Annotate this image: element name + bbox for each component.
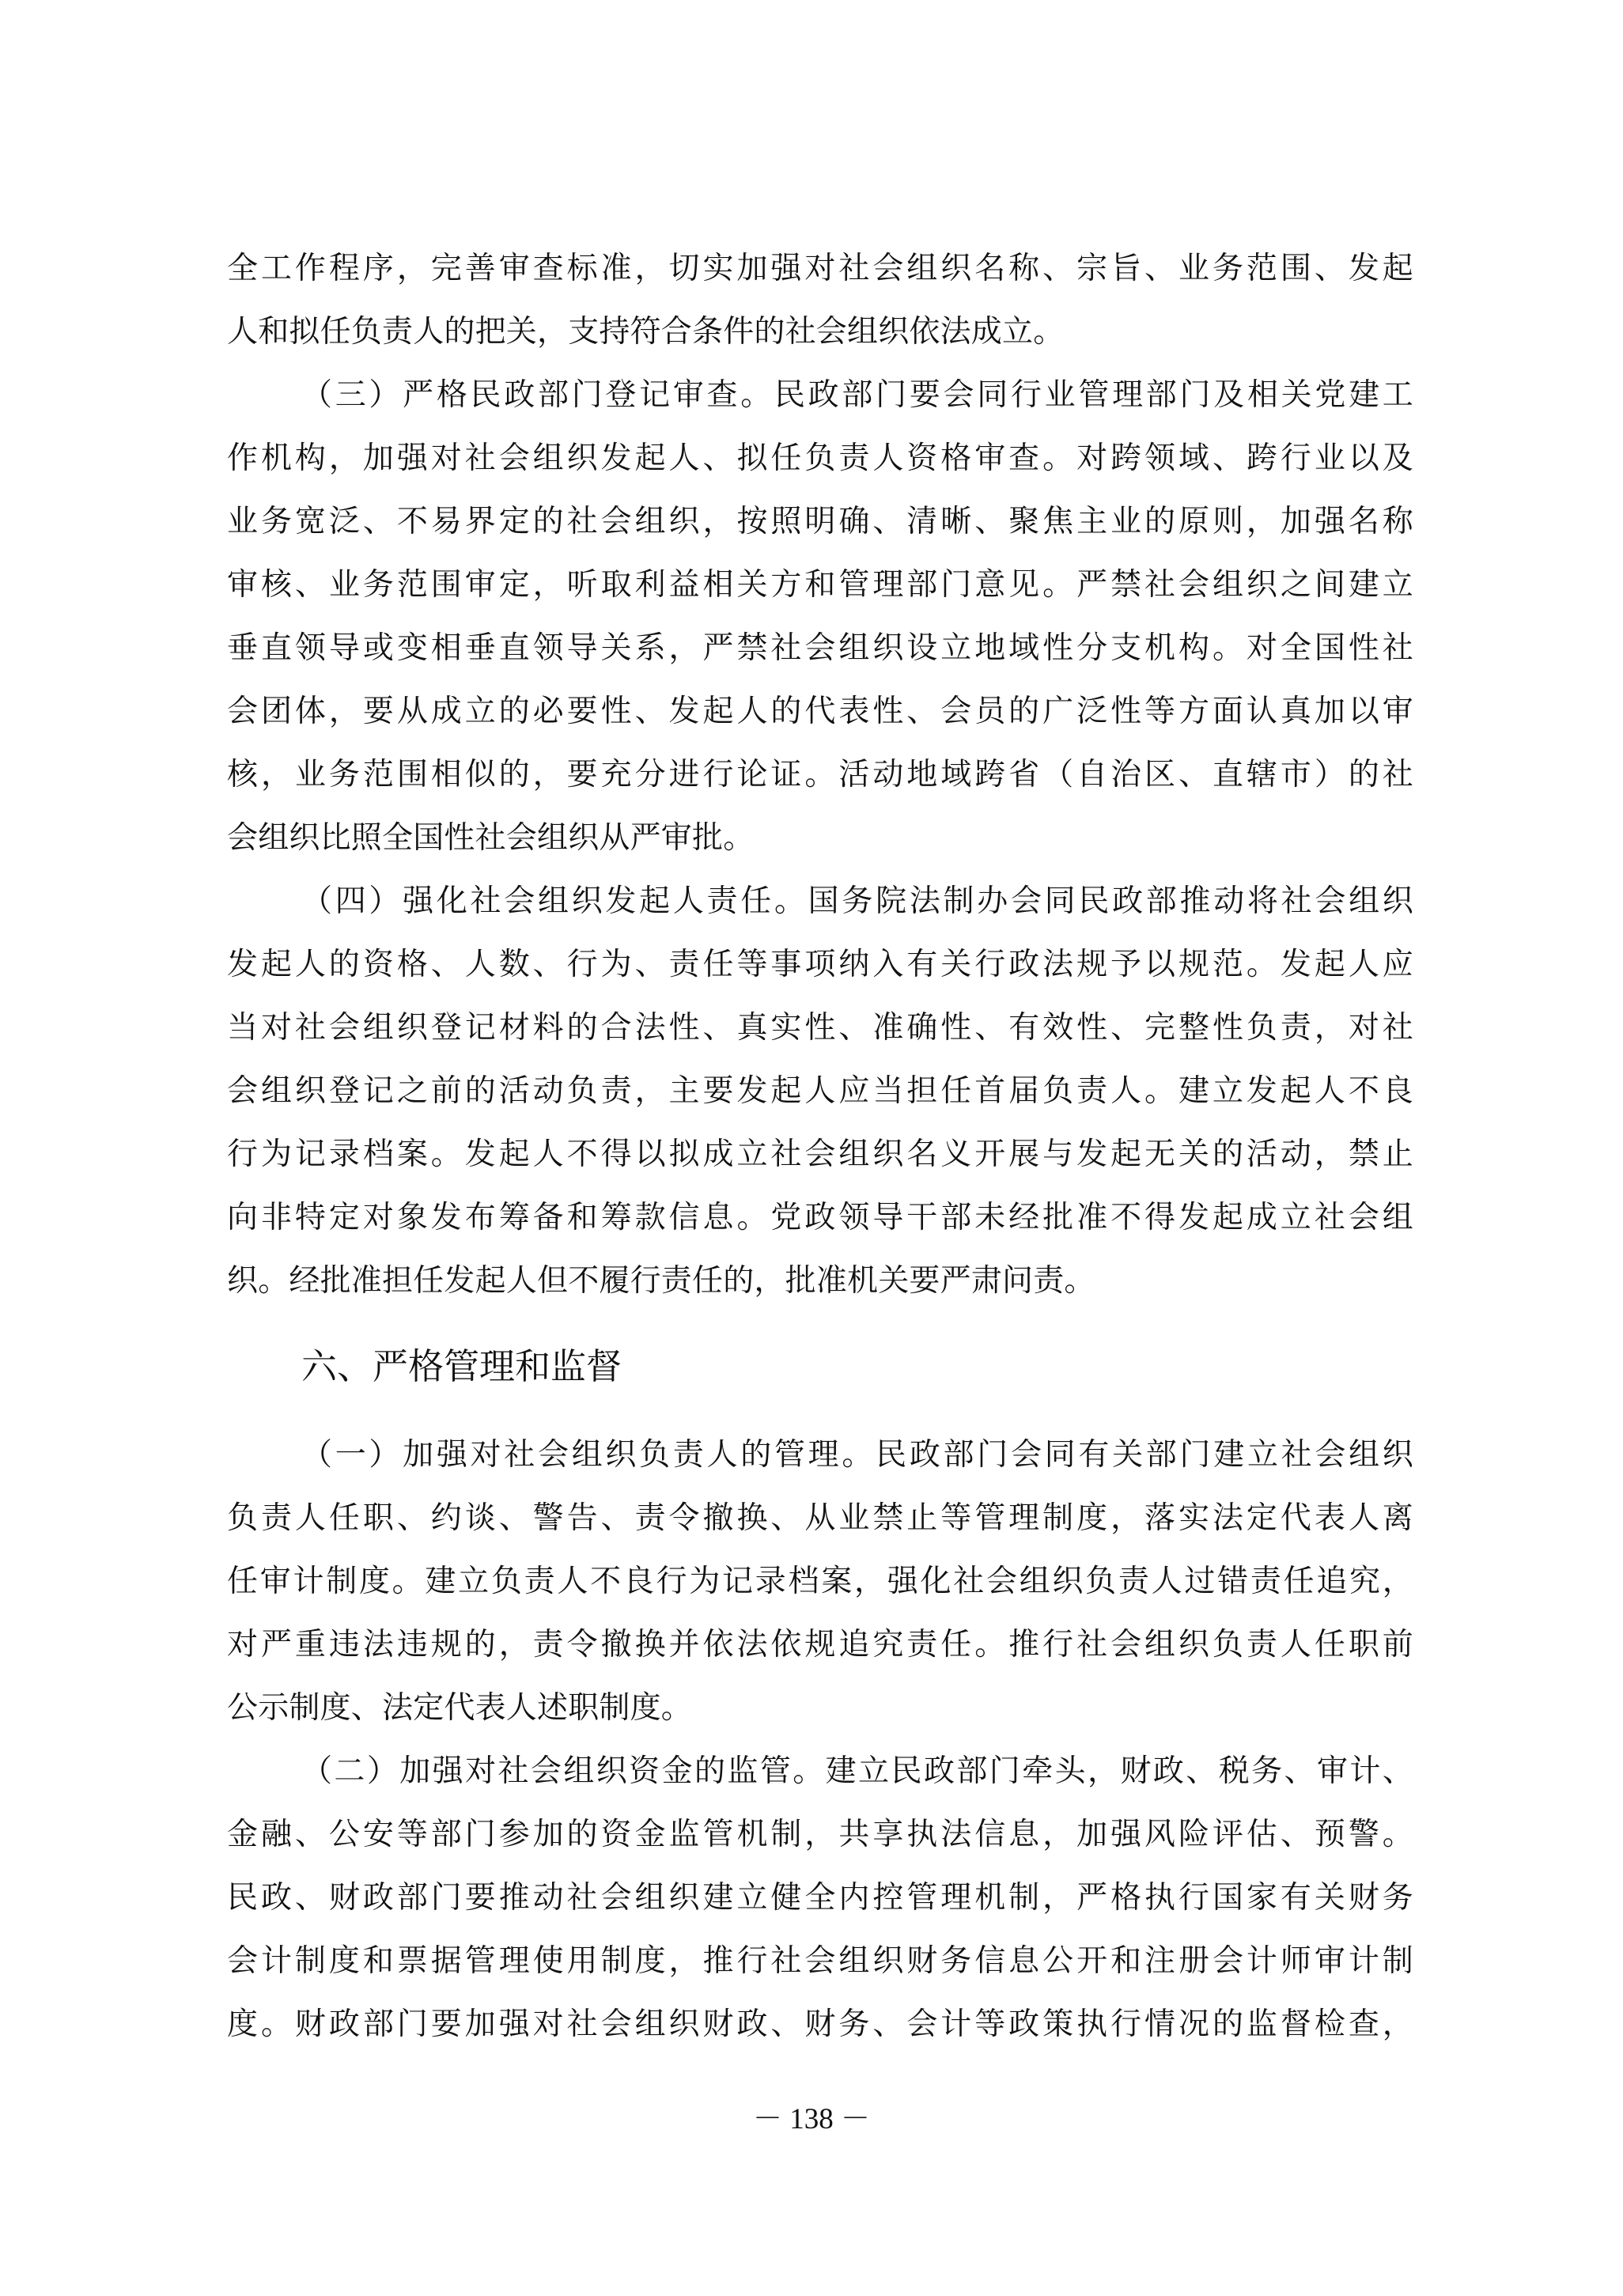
paragraph-line: 审核、业务范围审定，听取利益相关方和管理部门意见。严禁社会组织之间建立: [227, 567, 1413, 603]
paragraph-line: 会组织登记之前的活动负责，主要发起人应当担任首届负责人。建立发起人不良: [227, 1073, 1413, 1109]
paragraph-line: 发起人的资格、人数、行为、责任等事项纳入有关行政法规予以规范。发起人应: [227, 947, 1413, 982]
paragraph-line: 业务宽泛、不易界定的社会组织，按照明确、清晰、聚焦主业的原则，加强名称: [227, 504, 1413, 539]
paragraph-line: （三）严格民政部门登记审查。民政部门要会同行业管理部门及相关党建工: [301, 377, 1413, 413]
paragraph-line: 行为记录档案。发起人不得以拟成立社会组织名义开展与发起无关的活动，禁止: [227, 1137, 1413, 1172]
paragraph-line: 当对社会组织登记材料的合法性、真实性、准确性、有效性、完整性负责，对社: [227, 1010, 1413, 1046]
paragraph-line: 对严重违法违规的，责令撤换并依法依规追究责任。推行社会组织负责人任职前: [227, 1627, 1413, 1662]
page-number: － 138 －: [753, 2103, 870, 2135]
paragraph-line: 向非特定对象发布筹备和筹款信息。党政领导干部未经批准不得发起成立社会组: [227, 1200, 1413, 1235]
paragraph-line: 会组织比照全国性社会组织从严审批。: [227, 820, 755, 856]
paragraph-line: 公示制度、法定代表人述职制度。: [227, 1690, 693, 1726]
paragraph-line: 负责人任职、约谈、警告、责令撤换、从业禁止等管理制度，落实法定代表人离: [227, 1500, 1413, 1536]
paragraph-line: 度。财政部门要加强对社会组织财政、财务、会计等政策执行情况的监督检查，: [227, 2007, 1413, 2042]
paragraph-line: 民政、财政部门要推动社会组织建立健全内控管理机制，严格执行国家有关财务: [227, 1880, 1413, 1916]
section-heading: 六、严格管理和监督: [301, 1345, 622, 1387]
paragraph-line: （四）强化社会组织发起人责任。国务院法制办会同民政部推动将社会组织: [301, 883, 1413, 919]
paragraph-line: 金融、公安等部门参加的资金监管机制，共享执法信息，加强风险评估、预警。: [227, 1817, 1413, 1852]
paragraph-line: 人和拟任负责人的把关，支持符合条件的社会组织依法成立。: [227, 314, 1065, 350]
paragraph-line: 织。经批准担任发起人但不履行责任的，批准机关要严肃问责。: [227, 1263, 1095, 1299]
paragraph-line: 会团体，要从成立的必要性、发起人的代表性、会员的广泛性等方面认真加以审: [227, 694, 1413, 729]
paragraph-line: 全工作程序，完善审查标准，切实加强对社会组织名称、宗旨、业务范围、发起: [227, 251, 1413, 286]
paragraph-line: 任审计制度。建立负责人不良行为记录档案，强化社会组织负责人过错责任追究，: [227, 1564, 1413, 1599]
paragraph-line: 垂直领导或变相垂直领导关系，严禁社会组织设立地域性分支机构。对全国性社: [227, 630, 1413, 666]
paragraph-line: （二）加强对社会组织资金的监管。建立民政部门牵头，财政、税务、审计、: [301, 1753, 1413, 1789]
paragraph-line: 核，业务范围相似的，要充分进行论证。活动地域跨省（自治区、直辖市）的社: [227, 757, 1413, 792]
paragraph-line: （一）加强对社会组织负责人的管理。民政部门会同有关部门建立社会组织: [301, 1437, 1413, 1473]
paragraph-line: 会计制度和票据管理使用制度，推行社会组织财务信息公开和注册会计师审计制: [227, 1943, 1413, 1979]
paragraph-line: 作机构，加强对社会组织发起人、拟任负责人资格审查。对跨领域、跨行业以及: [227, 441, 1413, 476]
